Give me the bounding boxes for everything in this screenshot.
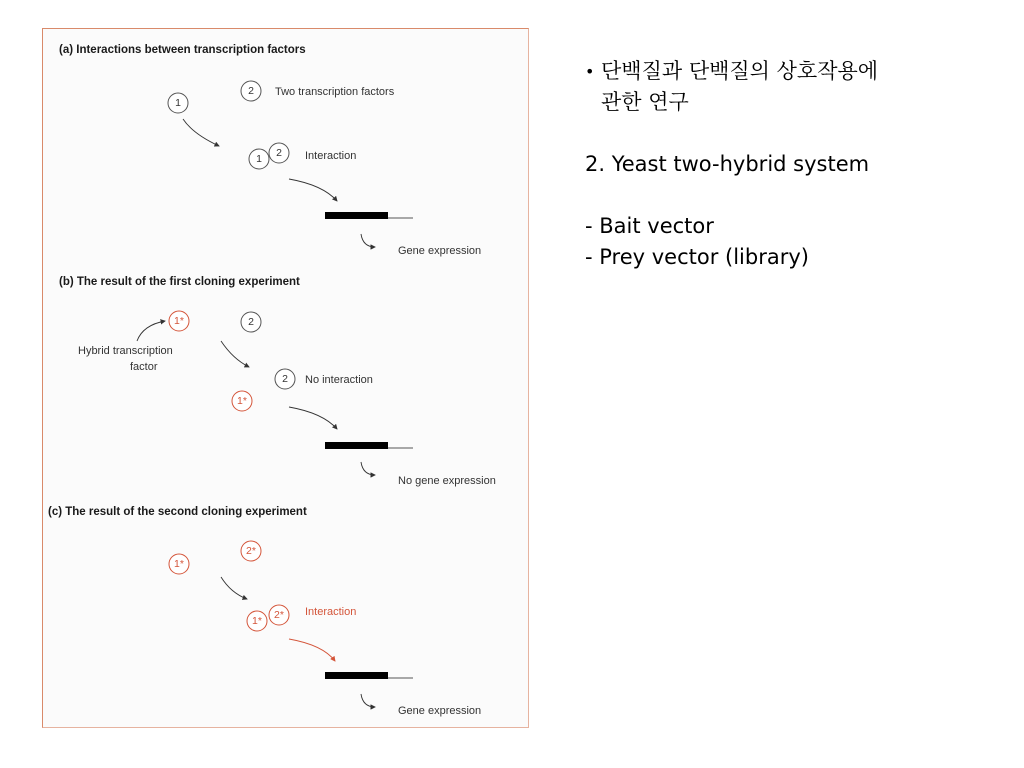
svg-text:2: 2 — [276, 147, 282, 159]
arrow-c2 — [289, 639, 335, 661]
svg-text:2: 2 — [248, 316, 254, 328]
hybrid-factor-2-c — [241, 541, 261, 561]
gene-block-b — [325, 442, 388, 449]
factor-2-a — [241, 81, 261, 101]
arrow-c1 — [221, 577, 247, 599]
svg-text:1: 1 — [256, 153, 262, 165]
panel-c-heading: (c) The result of the second cloning experiment — [48, 506, 307, 518]
svg-text:2: 2 — [248, 85, 254, 97]
bullet-text-line1: 단백질과 단백질의 상호작용에 — [601, 59, 879, 83]
spacer — [585, 180, 1005, 211]
hybrid-factor-b-lower — [232, 391, 252, 411]
arrow-a3 — [361, 234, 375, 247]
gene-block-c — [325, 672, 388, 679]
system-title: 2. Yeast two-hybrid system — [585, 152, 870, 176]
figure-svg — [43, 29, 528, 727]
interaction-label-c: Interaction — [305, 606, 357, 618]
svg-text:2*: 2* — [246, 545, 256, 557]
bullet-text-line2: 관한 연구 — [601, 90, 689, 114]
interaction-label-a: Interaction — [305, 150, 357, 162]
arrow-a1 — [183, 119, 219, 146]
hybrid-label-line2: factor — [130, 361, 158, 373]
svg-text:1*: 1* — [174, 315, 184, 327]
factor-2-b — [241, 312, 261, 332]
arrow-b3 — [361, 462, 375, 475]
arrow-c3 — [361, 694, 375, 707]
arrow-hybrid-pointer — [137, 321, 165, 341]
gene-expression-label-a: Gene expression — [398, 245, 482, 257]
two-hybrid-figure — [42, 28, 529, 728]
svg-text:2: 2 — [282, 373, 288, 385]
interacting-pair-a — [249, 143, 289, 169]
svg-text:1: 1 — [175, 97, 181, 109]
svg-text:1*: 1* — [237, 395, 247, 407]
bullet-item — [585, 56, 1005, 87]
bait-vector-item: - Bait vector — [585, 214, 714, 238]
arrow-b1 — [221, 341, 249, 367]
prey-vector-item: - Prey vector (library) — [585, 245, 809, 269]
hybrid-label-line1: Hybrid transcription — [78, 345, 173, 357]
no-gene-expression-label: No gene expression — [398, 475, 496, 487]
hybrid-factor-1-c — [169, 554, 189, 574]
bullet-dot: • — [585, 62, 595, 81]
slide-text — [585, 56, 1005, 273]
panel-a-heading: (a) Interactions between transcription factors — [59, 44, 306, 56]
panel-b-heading: (b) The result of the first cloning experiment — [59, 276, 300, 288]
svg-text:1*: 1* — [252, 615, 262, 627]
arrow-b2 — [289, 407, 337, 429]
svg-text:1*: 1* — [174, 558, 184, 570]
no-interaction-label: No interaction — [305, 374, 373, 386]
arrow-a2 — [289, 179, 337, 201]
svg-text:2*: 2* — [274, 609, 284, 621]
factor-2-b-lower — [275, 369, 295, 389]
interacting-pair-c — [247, 605, 289, 631]
gene-block-a — [325, 212, 388, 219]
two-factors-label: Two transcription factors — [275, 86, 395, 98]
gene-expression-label-c: Gene expression — [398, 705, 482, 717]
spacer — [585, 118, 1005, 149]
factor-1-a — [168, 93, 188, 113]
hybrid-factor-b — [169, 311, 189, 331]
